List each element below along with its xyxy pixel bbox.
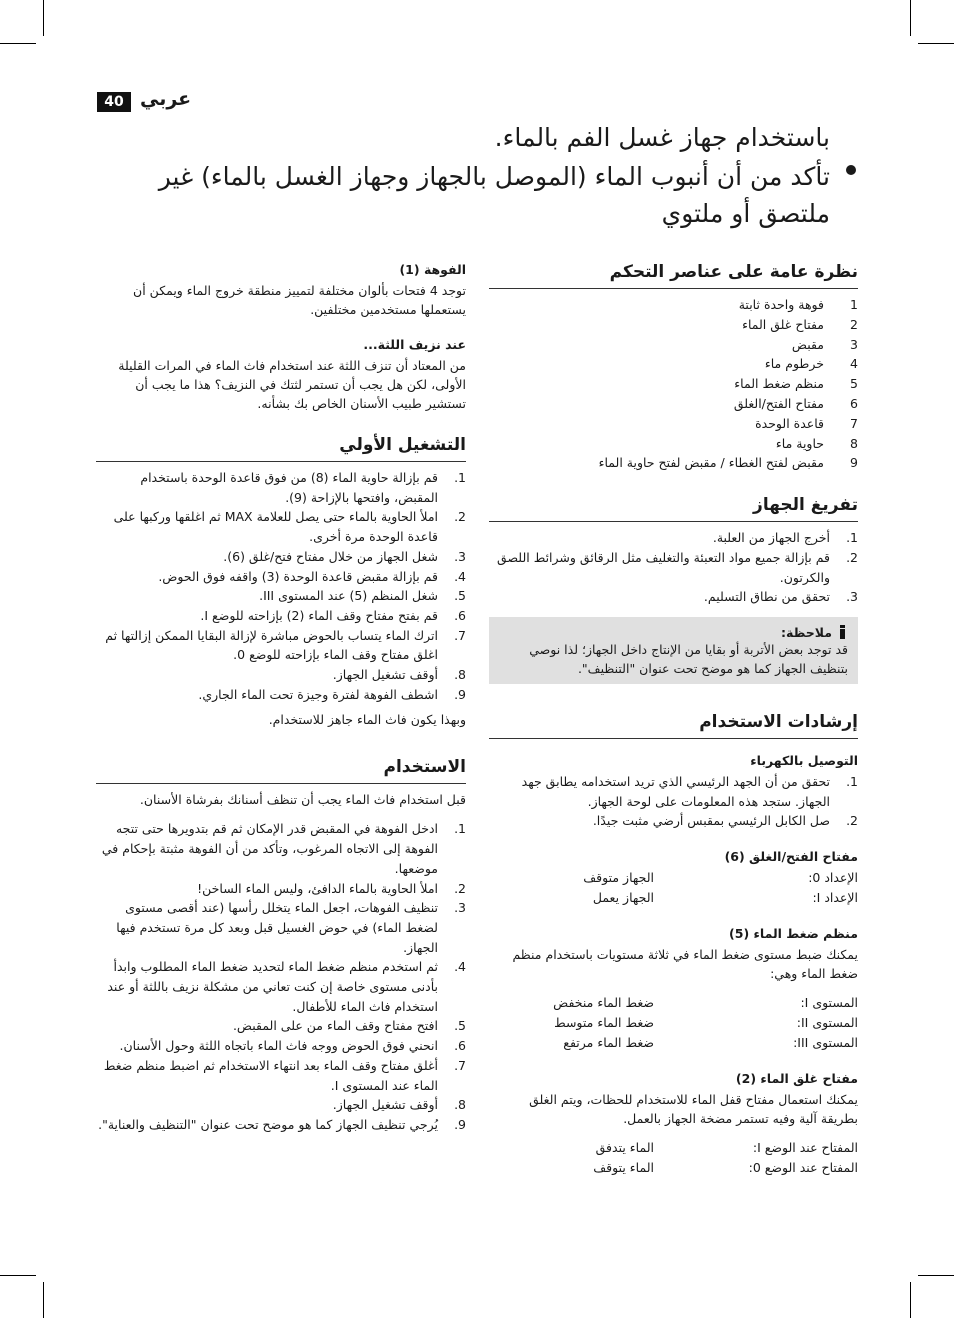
- list-item: 1. تحقق من أن الجهد الرئيسي الذي تريد استخدامه يطابق جهد الجهاز. ستجد هذه المعلومات على لوحة الجهاز.: [521, 773, 858, 809]
- list-item: 8. أوقف تشغيل الجهاز.: [332, 1097, 466, 1113]
- list-item: 1. أخرج الجهاز من العلبة.: [712, 530, 858, 546]
- crop-mark-bl-h: [0, 1275, 36, 1276]
- bleeding-subheading: عند نزيف اللثة...: [363, 337, 466, 352]
- usage-intro-text: قبل استخدام فاث الماء يجب أن تنظف أسنانك بفرشاة الأسنان.: [139, 792, 466, 808]
- list-item: 2. املأ الحاوية بالماء الدافئ، وليس الماء الساخن!: [197, 880, 466, 896]
- info-icon: [837, 625, 848, 639]
- pressure-row: المستوى II: ضغط الماء متوسط: [554, 1015, 858, 1031]
- unpacking-list: [489, 528, 858, 607]
- list-item: 1 فوهة واحدة ثابتة: [738, 297, 858, 312]
- list-item: 9. اشطف الفوهة لفترة وجيزة تحت الماء الجاري.: [198, 686, 466, 702]
- switch-row: الإعداد 0: الجهاز متوقف: [583, 870, 858, 886]
- list-item: 2 مفتاح غلق الماء: [742, 316, 858, 332]
- list-item: 9 مقبض لفتح الغطاء / مقبض لفتح حاوية الماء: [598, 455, 858, 471]
- note-text: قد توجد بعض الأتربة أو بقايا من الإنتاج داخل الجهاز؛ لذا نوصي بتنظيف الجهاز كما هو موضح تحت عنوان "التنظيف".: [529, 641, 848, 676]
- list-item: 2. املأ الحاوية بالماء حتى يصل للعلامة MAX ثم اغلقها وركبها على قاعدة الوحدة مرة أخرى.: [113, 509, 466, 545]
- electrical-subheading: التوصيل بالكهرباء: [750, 752, 858, 768]
- electrical-list: [489, 772, 858, 831]
- list-item: 3. تحقق من نطاق التسليم.: [703, 589, 858, 605]
- list-item: 7. اترك الماء يتساب بالحوض مباشرة لإزالة البقايا الممكن إزالتها ثم اغلق مفتاح وقف الماء بإزاحته للوضع 0.: [105, 627, 466, 663]
- crop-mark-tr-h: [918, 43, 954, 44]
- crop-mark-tl-h: [0, 43, 36, 44]
- intro-line-2: تأكد من أن أنبوب الماء (الموصل بالجهاز وجهاز الغسل بالماء) غير: [158, 162, 830, 191]
- first-use-end-text: وبهذا يكون فاث الماء جاهز للاستخدام.: [268, 712, 466, 728]
- list-item: 3. شغل الجهاز من خلال مفتاح فتح/غلق (6).: [223, 548, 466, 564]
- switch-subheading: مفتاح الفتح/الغلق (6): [724, 849, 858, 865]
- list-item: 2. صل الكابل الرئيسي بمقبس أرضي مثبت جيدًا.: [592, 813, 858, 829]
- page-number: 40: [97, 92, 131, 112]
- nozzle-subheading: الفوهة (1): [399, 262, 466, 277]
- pressure-subheading: منظم ضغط الماء (5): [729, 926, 858, 942]
- stop-text: يمكنك استعمال مفتاح قفل الماء للاستخدام للحظات، ويتم الغلق بطريقة آلية وفيه تستمر مضخة الجهاز بالعمل.: [529, 1092, 858, 1127]
- language-label: عربي: [140, 88, 192, 110]
- list-item: 1. قم بإزالة حاوية الماء (8) من فوق قاعدة الوحدة باستخدام المقبض، وافتحها بالإزاحة (9).: [140, 470, 466, 505]
- list-item: 7. أغلق مفتاح وقف الماء بعد انتهاء الاستخدام ثم اضبط منظم ضغط الماء عند المستوى I.: [103, 1057, 466, 1093]
- note-title: ملاحظة:: [495, 625, 848, 640]
- list-item: 9. يُرجي تنظيف الجهاز كما هو موضح تحت عنوان "التنظيف والعناية".: [98, 1116, 466, 1132]
- list-item: 6. قم بفتح مفتاح وقف الماء (2) بإزاحته للوضع I.: [200, 607, 466, 623]
- note-box: [489, 617, 858, 684]
- list-item: 2. قم بإزالة جميع مواد التعبئة والتغليف مثل الرقائق وشرائط اللصق والكرتون.: [497, 549, 858, 585]
- pressure-row: المستوى III: ضغط الماء مرتفع: [563, 1035, 858, 1051]
- usage-list: [96, 819, 466, 1134]
- pressure-text: يمكنك ضبط مستوى ضغط الماء في ثلاثة مستويات باستخدام منظم ضغط الماء وهي:: [512, 947, 858, 982]
- crop-mark-bl-v: [43, 1282, 44, 1318]
- first-use-list: [96, 468, 466, 704]
- overview-heading: نظرة عامة على عناصر التحكم: [489, 262, 858, 289]
- list-item: 7 قاعدة الوحدة: [755, 415, 858, 431]
- crop-mark-br-v: [910, 1282, 911, 1318]
- overview-list: [489, 295, 858, 473]
- bullet-icon: [846, 165, 856, 175]
- crop-mark-tr-v: [910, 0, 911, 36]
- list-item: 8 حاوية ماء: [775, 435, 858, 451]
- list-item: 8. أوقف تشغيل الجهاز.: [332, 667, 466, 683]
- intro-line-3: ملتصق أو ملتوي: [661, 199, 830, 228]
- stop-row: المفتاح عند الوضع I: الماء يتدفق: [595, 1140, 858, 1156]
- crop-mark-tl-v: [43, 0, 44, 36]
- list-item: 1. ادخل الفوهة في المقبض قدر الإمكان ثم قم بتدويرها حتى تتجه الفوهة إلى الاتجاه المرغوب، وتأكد من أن الفوهة مثبتة بإحكام في موضعها.: [101, 821, 466, 876]
- list-item: 4. قم بإزالة مقبض قاعدة الوحدة (3) واقفه فوق الحوض.: [158, 568, 466, 584]
- switch-row: الإعداد I: الجهاز يعمل: [592, 890, 858, 906]
- crop-mark-br-h: [918, 1275, 954, 1276]
- unpacking-heading: تفريغ الجهاز: [489, 495, 858, 522]
- list-item: 3 مقبض: [791, 336, 858, 352]
- first-use-heading: التشغيل الأولي: [96, 435, 466, 462]
- list-item: 6. انحني فوق الحوض ووجه فاث الماء باتجاه اللثة وحول الأسنان.: [119, 1038, 466, 1054]
- pressure-row: المستوى I: ضغط الماء منخفض: [553, 995, 858, 1011]
- intro-line-1: باستخدام جهاز غسل الفم بالماء.: [494, 123, 830, 152]
- right-column: [489, 262, 858, 1178]
- bleeding-text: من المعتاد أن تنزف اللثة عند استخدام فاث الماء في المرات القليلة الأولى، لكن هل يجب أن تستمر لثتك في النزيف؟ هذا ما يجب أن تستشير طبيب الأسنان الخاص بك بشأنه.: [118, 358, 466, 411]
- list-item: 5 منظم ضغط الماء: [734, 376, 858, 392]
- stop-row: المفتاح عند الوضع 0: الماء يتوقف: [593, 1160, 858, 1176]
- instructions-heading: إرشادات الاستخدام: [489, 712, 858, 739]
- list-item: 4. ثم استخدم منظم ضغط الماء لتحديد ضغط الماء المطلوب وابدأ بأدنى مستوى خاصة إن كنت تعاني من مشكلة نزيف باللثة أو عند استخدام فاث الماء للأطفال.: [107, 959, 466, 1014]
- list-item: 4 خرطوم ماء: [764, 356, 858, 372]
- stop-subheading: مفتاح غلق الماء (2): [735, 1071, 858, 1087]
- list-item: 6 مفتاح الفتح/الغلق: [733, 395, 858, 411]
- left-column: [96, 262, 466, 1135]
- list-item: 3. تنظيف الفوهات، اجعل الماء يتخلل رأسها (عند أقصى مستوى لضغط الماء) في حوض الغسيل قبل وبعد كل مرة تستخدم فيها الجهاز.: [116, 900, 466, 955]
- list-item: 5. شغل المنظم (5) عند المستوى III.: [259, 588, 466, 604]
- usage-heading: الاستخدام: [96, 757, 466, 784]
- list-item: 5. افتح مفتاح وقف الماء من على المقبض.: [232, 1018, 466, 1034]
- nozzle-text: توجد 4 فتحات بألوان مختلفة لتمييز منطقة خروج الماء ويمكن أن يستعملها مستخدمين مختلفين.: [133, 283, 466, 317]
